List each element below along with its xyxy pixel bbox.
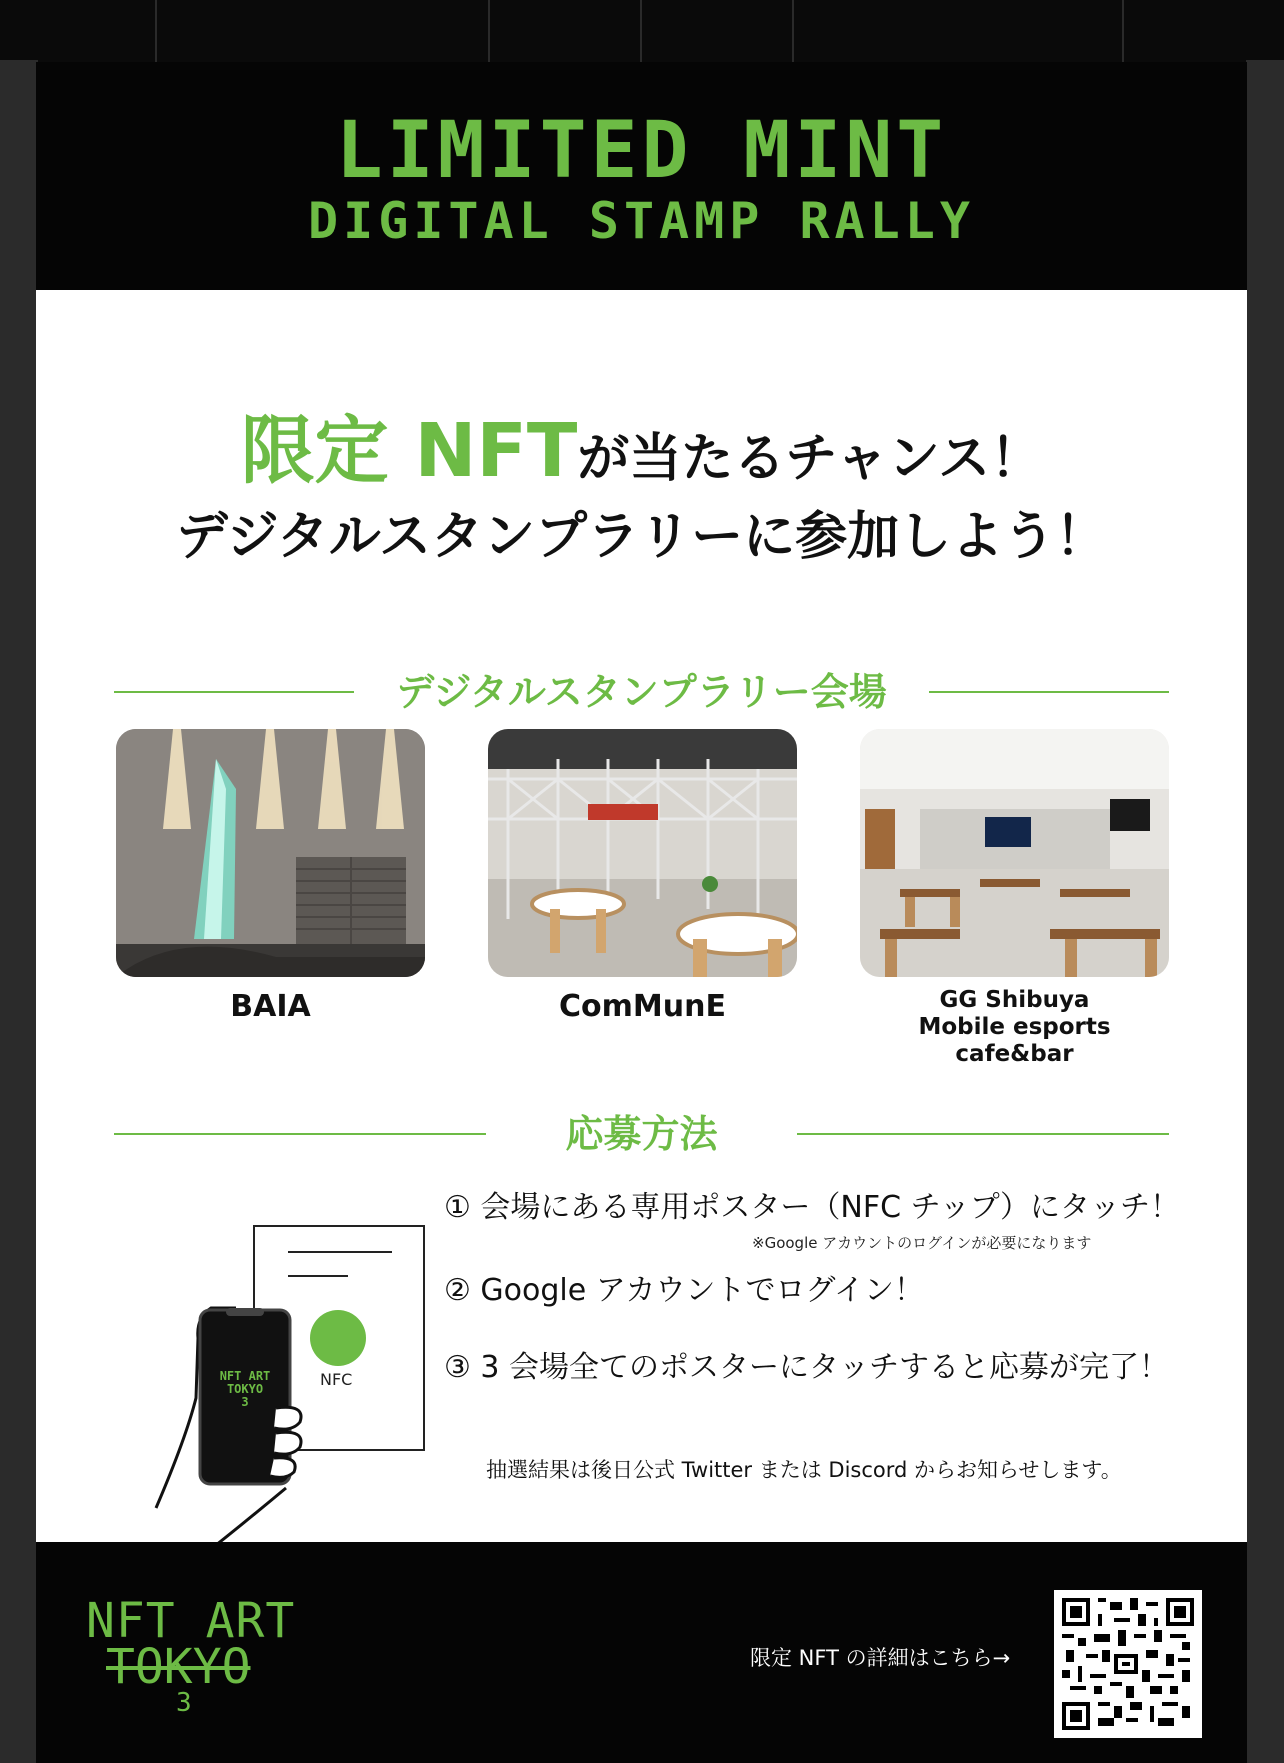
headline-line-2: デジタルスタンプラリーに参加しよう！ xyxy=(175,507,1108,567)
footer-logo-line-3: 3 xyxy=(176,1688,192,1718)
venue-photo-baia xyxy=(116,729,425,977)
venue-name-line-2: Mobile esports cafe&bar xyxy=(918,1014,1111,1067)
step-2: ② Google アカウントでログイン！ xyxy=(444,1273,924,1308)
divider-right xyxy=(929,691,1169,693)
headline-rest: が当たるチャンス！ xyxy=(577,429,1043,489)
poster-header xyxy=(36,62,1247,290)
venue-name-gg-shibuya xyxy=(860,987,1169,1068)
venue-photo-gg-shibuya xyxy=(860,729,1169,977)
footer-logo-line-1: NFT ART xyxy=(86,1593,296,1649)
nfc-label: NFC xyxy=(320,1370,353,1389)
venue-name-commune: ComMunE xyxy=(559,989,726,1024)
step-1-note: ※Google アカウントのログインが必要になります xyxy=(752,1234,1092,1252)
background-left-edge xyxy=(0,60,38,1763)
venues-section-title: デジタルスタンプラリー会場 xyxy=(396,670,887,714)
phone-logo-line-3: 3 xyxy=(241,1395,249,1409)
venue-name-baia: BAIA xyxy=(230,989,311,1024)
howto-section-heading xyxy=(114,1104,1169,1164)
venues-section-heading xyxy=(114,662,1169,722)
step-3: ③ 3 会場全てのポスターにタッチすると応募が完了！ xyxy=(444,1350,1170,1385)
phone-screen-logo xyxy=(200,1370,290,1409)
headline-line-1 xyxy=(36,392,1247,498)
phone-logo-line-2: TOKYO xyxy=(226,1382,264,1396)
nft-art-tokyo-logo xyxy=(86,1593,316,1718)
divider-right xyxy=(797,1133,1169,1135)
header-title: LIMITED MINT xyxy=(335,106,948,196)
venue-name-line-1: GG Shibuya xyxy=(939,987,1090,1013)
background-seam xyxy=(488,0,490,70)
background-top xyxy=(0,0,1284,70)
background-right-edge xyxy=(1246,60,1284,1763)
background-seam xyxy=(155,0,157,70)
header-subtitle: DIGITAL STAMP RALLY xyxy=(308,192,975,250)
background-seam xyxy=(1122,0,1124,70)
howto-section-title: 応募方法 xyxy=(565,1112,718,1156)
background-seam xyxy=(640,0,642,70)
headline-accent: 限定 NFT xyxy=(240,408,578,494)
phone-logo-line-1: NFT ART xyxy=(219,1369,271,1383)
step-1: ① 会場にある専用ポスター（NFC チップ）にタッチ！ xyxy=(444,1190,1181,1225)
venue-photo-commune xyxy=(488,729,797,977)
footer-logo-line-2: TOKYO xyxy=(106,1639,251,1695)
background-seam xyxy=(792,0,794,70)
nfc-tap-illustration xyxy=(116,1158,436,1578)
poster-footer xyxy=(36,1542,1247,1763)
result-announcement-note: 抽選結果は後日公式 Twitter または Discord からお知らせします。 xyxy=(486,1458,1122,1482)
poster xyxy=(36,62,1247,1763)
nft-details-link[interactable]: 限定 NFT の詳細はこちら→ xyxy=(750,1646,1011,1670)
qr-code-icon[interactable] xyxy=(1054,1590,1202,1738)
